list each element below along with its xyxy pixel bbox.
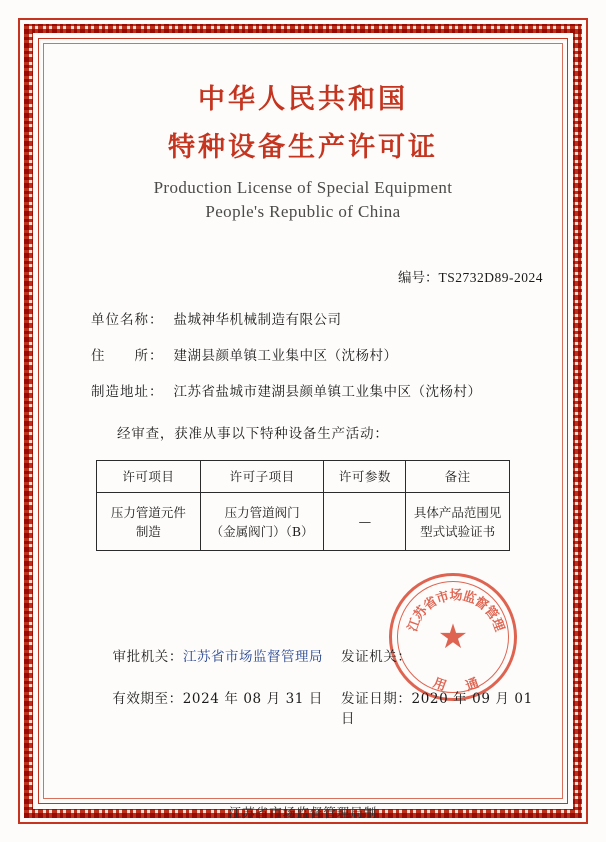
valid-until-label: 有效期至： bbox=[112, 691, 183, 707]
table-header-remark: 备注 bbox=[406, 461, 510, 493]
table-header-parameter: 许可参数 bbox=[324, 461, 406, 493]
signature-row-authority bbox=[55, 645, 551, 665]
table-cell-remark: 具体产品范围见 型式试验证书 bbox=[406, 493, 510, 551]
field-manufacture-address-label: 制造地址： bbox=[91, 384, 164, 400]
field-manufacture-address bbox=[55, 380, 551, 400]
valid-until-value: 2024 年 08 月 31 日 bbox=[182, 691, 323, 707]
title-english-line2: People's Republic of China bbox=[205, 202, 401, 221]
title-chinese-line2: 特种设备生产许可证 bbox=[168, 132, 438, 163]
serial-number-row bbox=[55, 266, 551, 286]
title-chinese-line1: 中华人民共和国 bbox=[198, 84, 408, 115]
field-residence-value: 建湖县颜单镇工业集中区（沈杨村） bbox=[173, 348, 398, 364]
table-cell-parameter: — bbox=[324, 493, 406, 551]
field-company-name-label: 单位名称： bbox=[91, 312, 164, 328]
certificate-content bbox=[55, 55, 551, 820]
table-header-subitem: 许可子项目 bbox=[200, 461, 324, 493]
table-header-row bbox=[97, 461, 510, 493]
valid-until-block bbox=[55, 687, 327, 727]
field-company-name-value: 盐城神华机械制造有限公司 bbox=[173, 312, 342, 328]
footer-issuer-text: 江苏省市场监督管理局制 bbox=[228, 805, 378, 820]
issuer-label: 发证机关： bbox=[341, 649, 412, 665]
field-residence bbox=[55, 344, 551, 364]
serial-label: 编号： bbox=[398, 270, 439, 286]
title-english-line1: Production License of Special Equipment bbox=[153, 178, 453, 197]
approver-label: 审批机关： bbox=[112, 649, 183, 665]
table-row bbox=[97, 493, 510, 551]
seal-star-icon: ★ bbox=[437, 618, 469, 656]
table-cell-subitem: 压力管道阀门 （金属阀门）（B） bbox=[200, 493, 324, 551]
license-scope-table bbox=[96, 460, 510, 551]
approver-block bbox=[55, 645, 327, 665]
issue-date-value: 2020 年 09 月 01 日 bbox=[341, 691, 533, 727]
official-seal bbox=[389, 573, 517, 701]
field-residence-label: 住 所： bbox=[91, 348, 164, 364]
table-header-item: 许可项目 bbox=[97, 461, 201, 493]
issuer-block bbox=[327, 645, 551, 665]
table-cell-item: 压力管道元件 制造 bbox=[97, 493, 201, 551]
issue-date-label: 发证日期： bbox=[341, 691, 412, 707]
serial-value: TS2732D89-2024 bbox=[438, 270, 543, 285]
approver-value: 江苏省市场监督管理局 bbox=[183, 649, 323, 665]
seal-ring-text: 江 苏 省 市 场 监 督 管 理 通 用 bbox=[405, 588, 507, 695]
issue-date-block bbox=[327, 687, 551, 727]
field-manufacture-address-value: 江苏省盐城市建湖县颜单镇工业集中区（沈杨村） bbox=[173, 384, 482, 400]
signature-row-dates bbox=[55, 687, 551, 727]
field-company-name bbox=[55, 308, 551, 328]
approval-statement: 经审查，获准从事以下特种设备生产活动： bbox=[117, 426, 389, 442]
